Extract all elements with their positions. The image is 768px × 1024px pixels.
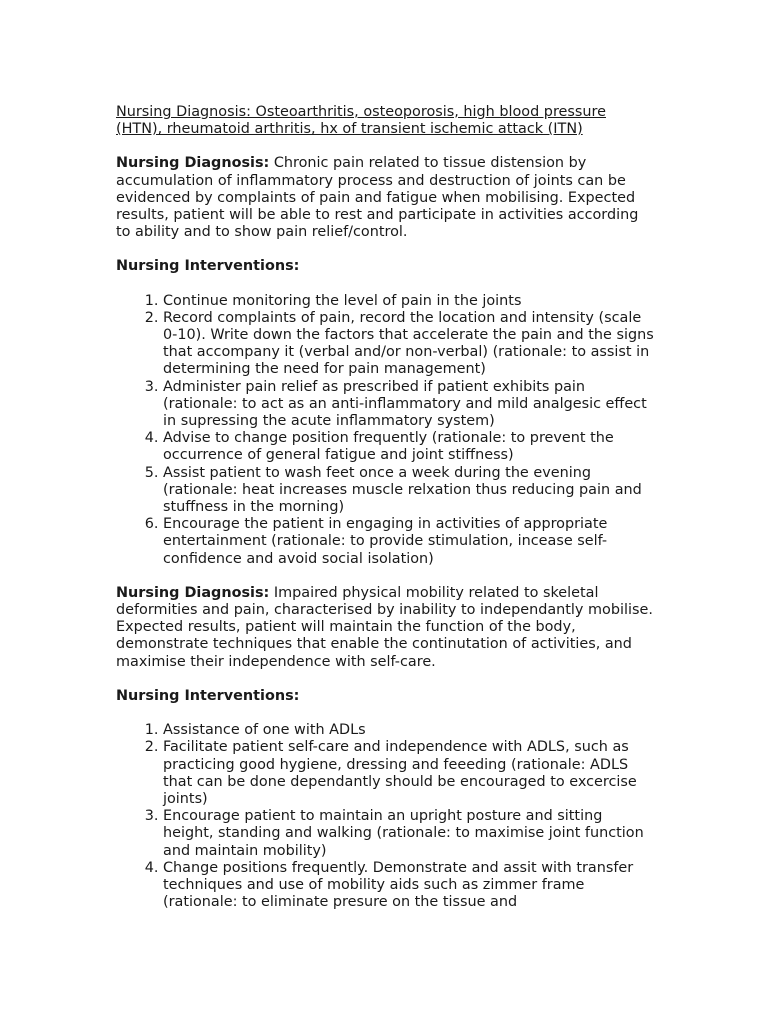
list-item: 2. Record complaints of pain, record the location and intensity (scale 0-10). Write down the factors that accelerate the pain and the signs that accompany it (verbal and/or non-verbal) (rationale: to assist in determining the need for pain management) [163, 310, 656, 379]
list-item: 4. Advise to change position frequently (rationale: to prevent the occurrence of general fatigue and joint stiffness) [163, 430, 656, 464]
interventions-title-1: Nursing Interventions: [116, 258, 300, 275]
diagnosis-paragraph-1 [116, 155, 656, 241]
interventions-title-2: Nursing Interventions: [116, 687, 300, 704]
diagnosis-label-2: Nursing Diagnosis: [116, 584, 270, 601]
list-item: 3. Encourage patient to maintain an upright posture and sitting height, standing and walking (rationale: to maximise joint function and maintain mobility) [163, 808, 656, 860]
diagnosis-text-1: Chronic pain related to tissue distension by accumulation of inflammatory process and destruction of joints can be evidenced by complaints of pain and fatigue when mobilising. Expected results, patient will be able to rest and participate in activities according to ability and to show pain relief/control. [116, 155, 639, 241]
list-item: 4. Change positions frequently. Demonstrate and assit with transfer techniques and use of mobility aids such as zimmer frame (rationale: to eliminate presure on the tissue and [163, 860, 656, 912]
list-item: 3. Administer pain relief as prescribed if patient exhibits pain (rationale: to act as an anti-inflammatory and mild analgesic effect in supressing the acute inflammatory system) [163, 379, 656, 431]
interventions-list-2 [116, 722, 656, 911]
interventions-list-1 [116, 293, 656, 568]
diagnosis-text-2: Impaired physical mobility related to skeletal deformities and pain, characterised by inability to independantly mobilise. Expected results, patient will maintain the function of the body, demonstrate techniques that enable the continutation of activities, and maximise their independence with self-care. [116, 584, 653, 670]
list-item: 5. Assist patient to wash feet once a week during the evening (rationale: heat increases muscle relxation thus reducing pain and stuffness in the morning) [163, 465, 656, 517]
document-page [116, 104, 656, 928]
diagnosis-paragraph-2 [116, 585, 656, 671]
diagnosis-label-1: Nursing Diagnosis: [116, 155, 270, 172]
list-item: 6. Encourage the patient in engaging in activities of appropriate entertainment (rationale: to provide stimulation, incease self-confidence and avoid social isolation) [163, 516, 656, 568]
list-item: 1. Assistance of one with ADLs [163, 722, 656, 739]
list-item: 1. Continue monitoring the level of pain in the joints [163, 293, 656, 310]
document-title: Nursing Diagnosis: Osteoarthritis, osteoporosis, high blood pressure (HTN), rheumatoid arthritis, hx of transient ischemic attack (ITN) [116, 104, 606, 138]
list-item: 2. Facilitate patient self-care and independence with ADLS, such as practicing good hygiene, dressing and feeeding (rationale: ADLS that can be done dependantly should be encouraged to excercise joints) [163, 739, 656, 808]
